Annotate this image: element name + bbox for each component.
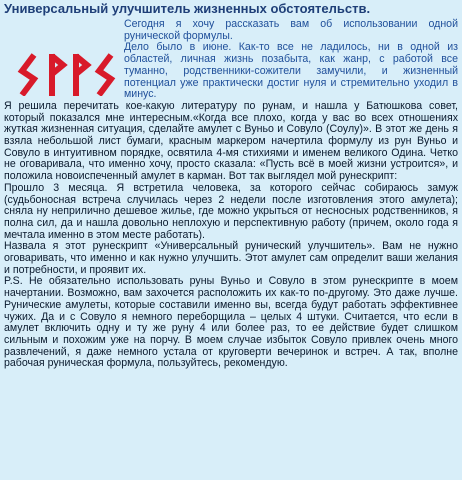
- paragraph-advice: Я решила перечитать кое-какую литературу по рунам, и нашла у Батюшкова совет, который показался мне интересным.«Когда все плохо, когда у вас во всех отношениях жуткая жизненная ситуация, сделайте амулет с Вуньо и Совуло (Соулу)». В этот же день я взяла небольшой лист бумаги, красным маркером начертила формулу из рун Вуньо и Совуло в интуитивном порядке, освятила 4-мя стихиями и именем великого Одина. Четко не оговаривала, что именно хочу, просто сказала: «Пусть всё в моей жизни устроится», и положила новоиспеченный амулет в карман. Вот так выглядел мой рунескрипт:: [4, 99, 458, 183]
- paragraph-situation: Дело было в июне. Как-то все не ладилось, ни в одной из областей, личная жизнь позабыта, как жанр, с работой все туманно, родственники-сожители замучили, и жизненный потенциал уже практически достиг нуля и стремительно уходил в минус.: [124, 41, 458, 101]
- paragraph-result: Прошло 3 месяца. Я встретила человека, за которого сейчас собираюсь замуж (судьбоносная встреча случилась через 2 недели после изготовления этого амулета); сняла ну неприлично дешевое жилье, где можно укрыться от несносных родственников, я полна сил, да и нашла довольно неплохую и перспективную работу (причем, около года я мечтала именно в этом месте работать).: [4, 181, 458, 241]
- article-body: [4, 19, 458, 370]
- paragraph-postscript: P.S. Не обязательно использовать руны Вуньо и Совуло в этом рунескрипте в моем начертании. Возможно, вам захочется расположить их как-то по-другому. Это даже лучше. Рунические амулеты, которые составили именно вы, всегда будут работать эффективнее чужих. Да и с Совуло я немного переборщила – целых 4 штуки. Считается, что если в амулет включить одну и ту же руну 4 или более раз, то ее действие будет слишком сильным и похожим уже на порчу. В моем случае избыток Совуло привлек очень много развлечений, я даже немного устала от круговерти вечеринок и встреч. А так, вполне рабочая руническая формула, пользуйтесь, рекомендую.: [4, 275, 458, 370]
- paragraph-intro: Сегодня я хочу рассказать вам об использовании одной рунической формулы.: [124, 18, 458, 42]
- paragraph-name: Назвала я этот рунескрипт «Универсальный рунический улучшитель». Вам не нужно оговаривать, что именно и как нужно улучшить. Этот амулет сам определит ваши желания и потребности, и проявит их.: [4, 240, 458, 276]
- article-title: Универсальный улучшитель жизненных обстоятельств.: [4, 1, 371, 16]
